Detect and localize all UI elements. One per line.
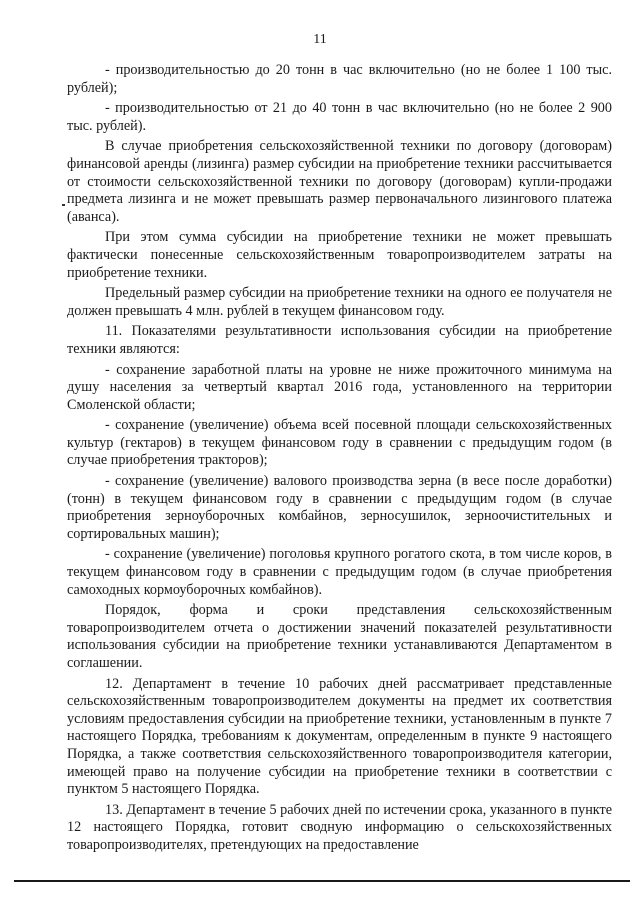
paragraph: - сохранение (увеличение) поголовья крупного рогатого скота, в том числе коров, в текущем финансовом году в сравнении с предыдущим годом (в случае приобретения самоходных кормоуборочных комбайнов). [67, 546, 612, 598]
paragraph: При этом сумма субсидии на приобретение техники не может превышать фактически понесенные сельскохозяйственным товаропроизводителем затраты на приобретение техники. [67, 229, 612, 281]
paragraph: 13. Департамент в течение 5 рабочих дней по истечении срока, указанного в пункте 12 настоящего Порядка, готовит сводную информацию о сельскохозяйственных товаропроизводителях, претендующих на предоставление [67, 801, 612, 853]
paragraph: В случае приобретения сельскохозяйственной техники по договору (договорам) финансовой аренды (лизинга) размер субсидии на приобретение техники рассчитывается от стоимости сельскохозяйственной техники по договору (договорам) купли-продажи предмета лизинга и не может превышать размер первоначального лизингового платежа (аванса). [67, 138, 612, 225]
paragraph: - производительностью от 21 до 40 тонн в час включительно (но не более 2 900 тыс. рублей). [67, 100, 612, 134]
paragraph: 12. Департамент в течение 10 рабочих дней рассматривает представленные сельскохозяйственным товаропроизводителем документы на предмет их соответствия условиям предоставления субсидии на приобретение техники, установленным в пункте 7 настоящего Порядка, требованиям к документам, определенным в пункте 9 настоящего Порядка, а также соответствия сельскохозяйственного товаропроизводителя категории, имеющей право на получение субсидии на приобретение техники в соответствии с пунктом 5 настоящего Порядка. [67, 675, 612, 798]
document-body [67, 62, 612, 858]
margin-mark [62, 204, 65, 206]
paragraph: 11. Показателями результативности использования субсидии на приобретение техники являются: [67, 323, 612, 357]
page-number: 11 [313, 32, 327, 47]
paragraph: - производительностью до 20 тонн в час включительно (но не более 1 100 тыс. рублей); [67, 62, 612, 96]
footer-rule [14, 880, 630, 882]
paragraph: - сохранение (увеличение) объема всей посевной площади сельскохозяйственных культур (гектаров) в текущем финансовом году в сравнении с предыдущим годом (в случае приобретения тракторов); [67, 417, 612, 469]
paragraph: Порядок, форма и сроки представления сельскохозяйственным товаропроизводителем отчета о достижении значений показателей результативности использования субсидии на приобретение техники устанавливаются Департаментом в соглашении. [67, 602, 612, 671]
paragraph: Предельный размер субсидии на приобретение техники на одного ее получателя не должен превышать 4 млн. рублей в текущем финансовом году. [67, 285, 612, 319]
paragraph: - сохранение заработной платы на уровне не ниже прожиточного минимума на душу населения за четвертый квартал 2016 года, установленного на территории Смоленской области; [67, 361, 612, 413]
paragraph: - сохранение (увеличение) валового производства зерна (в весе после доработки) (тонн) в текущем финансовом году в сравнении с предыдущим годом (в случае приобретения зерноуборочных комбайнов, зерносушилок, зерноочистительных и сортировальных машин); [67, 473, 612, 542]
